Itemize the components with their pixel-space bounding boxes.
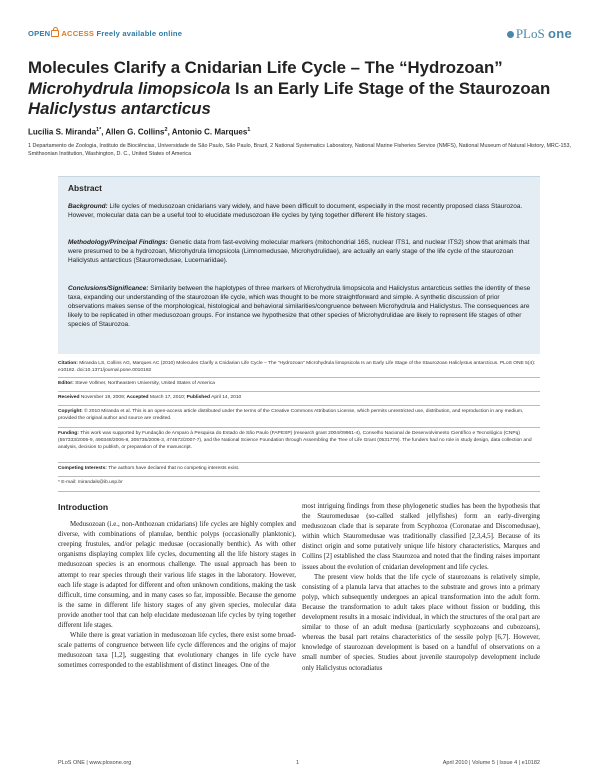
logo-plos-text: PLoS [515, 26, 545, 41]
plos-logo-dot-icon [507, 31, 514, 38]
author-2-affil: 2 [164, 127, 168, 133]
meta-divider [58, 462, 540, 463]
author-1: Lucília S. Miranda [28, 127, 97, 137]
competing-text: The authors have declared that no competing interests exist. [106, 466, 240, 471]
body-column-left [58, 502, 296, 672]
author-sep-1: , [101, 127, 106, 137]
funding [58, 431, 540, 451]
competing-interests [58, 466, 540, 473]
intro-paragraph-1: Medusozoan (i.e., non-Anthozoan cnidarians) life cycles are highly complex and diverse, with combinations of planulae, benthic polyps (occasionally planktonic), creeping frustules, and/or pelagic medusae (occasionally benthic). As with other organisms displaying complex life cycles, documenting all the life history stages in medusozoan species is an enormous challenge. The usual approach has been to attempt to rear species through their various life stages in the laboratory. However, each life stage is adapted for different and often unknown conditions, making the task difficult, time consuming, and in many cases so far, impossible. Because the genome is the same in different life history stages of any given species, molecular data provide another tool that can help elucidate medusozoan life cycles by tying together different life stages. [58, 521, 296, 630]
meta-divider [58, 476, 540, 477]
introduction-heading: Introduction [58, 502, 109, 512]
accepted-text: March 17, 2010; [148, 395, 187, 400]
access-label: ACCESS [61, 29, 95, 38]
intro-paragraph-4: The present view holds that the life cycle of staurozoans is relatively simple, consisting of a planula larva that attaches to the substrate and grows into a primary polyp, which subsequently undergoes an apical transformation into the adult form. Because the transformation to adult takes place without fission or budding, this development results in a mosaic individual, in which the structures of the oral part are similar to those of an adult medusa (particularly scyphozoans and cubozoans), whereas the basal part retains characteristics of the sessile polyp [6,7]. However, knowledge of staurozoan development is based on a handful of observations on a small number of species. Studies about juvenile stauropolyp development include only Haliclystus octoradiatus [302, 573, 540, 672]
funding-text: This work was supported by Fundação de Amparo à Pesquisa do Estado de São Paulo (FAPESP) (research grant 2004/09961-4), Conselho Nacional de Desenvolvimento Científico e Tecnológico (CNPq) (557333/2005-9, 490348/2006-8, 305735/2006-3, 474672/2007-7), and the National Science Foundation through Assembling the Tree of Life Grant (0531779). The funders had no role in study design, data collection and analysis, decision to publish, or preparation of the manuscript. [58, 431, 532, 450]
abstract-heading: Abstract [68, 183, 102, 193]
affiliations: 1 Departamento de Zoologia, Instituto de Biociências, Universidade de São Paulo, São Paulo, Brazil, 2 National Systematics Laboratory, National Marine Fisheries Service (NMFS), National Museum of Natural History, MRC-153, Smithsonian Institution, Washington, D. C., United States of America [28, 143, 572, 157]
funding-label: Funding: [58, 431, 79, 436]
received-text: November 19, 2009; [79, 395, 127, 400]
conclusions-label: Conclusions/Significance: [68, 285, 149, 292]
meta-divider [58, 491, 540, 492]
abstract-background [68, 203, 532, 221]
footer-journal: PLoS ONE | www.plosone.org [58, 760, 132, 766]
author-1-affil: 1* [96, 127, 102, 133]
methods-label: Methodology/Principal Findings: [68, 239, 168, 246]
abstract-box [58, 176, 540, 354]
title-species-1: Microhydrula limopsicola [28, 78, 231, 98]
abstract-methods [68, 239, 532, 266]
copyright [58, 409, 540, 423]
meta-divider [58, 405, 540, 406]
editor-text: Steve Vollmer, Northeastern University, United States of America [73, 381, 216, 386]
received-label: Received [58, 395, 80, 400]
freely-available-label: Freely available online [96, 29, 183, 38]
author-sep-2: , [167, 127, 172, 137]
body-column-right [302, 502, 540, 674]
title-part-1: Molecules Clarify a Cnidarian Life Cycle – The “Hydrozoan” [28, 58, 503, 77]
intro-paragraph-3: most intriguing findings from these phylogenetic studies has been the hypothesis that the Stauromedusae (so-called stalked jellyfishes) form an early-diverging medusozoan clade that is separate from Scyphozoa (Coronatae and Discomedusae), within which Stauromedusae was traditionally classified [2,3,4,5]. Because of its distinct origin and some putatively unique life history characteristics, Marques and Collins [2] established the class Staurozoa and noted that the finding raises important issues about the evolution of cnidarian development and life cycles. [302, 503, 540, 571]
plos-one-logo [507, 26, 572, 42]
footer-page-number: 1 [296, 760, 300, 766]
title-part-2: Is an Early Life Stage of the Staurozoan [230, 78, 551, 98]
accepted-label: Accepted [126, 395, 149, 400]
author-3-affil: 1 [247, 127, 251, 133]
intro-paragraph-2: While there is great variation in medusozoan life cycles, there exist some broad-scale patterns of congruence between life cycle differences and the origins of major medusozoan taxa [1,2], suggesting that evolutionary changes in life cycle have sometimes corresponded to the establishment of distinct lineages. One of the [58, 632, 296, 670]
background-text: Life cycles of medusozoan cnidarians vary widely, and have been difficult to document, especially in the most recently proposed class Staurozoa. However, molecular data can be a useful tool to elucidate medusozoan life cycles by tying together different life history stages. [68, 203, 523, 219]
abstract-conclusions [68, 285, 532, 330]
title-species-2: Haliclystus antarcticus [28, 99, 211, 118]
corresponding-email: * E-mail: mirandals@ib.usp.br [58, 480, 123, 485]
published-text: April 14, 2010 [209, 395, 242, 400]
meta-divider [58, 377, 540, 378]
meta-divider [58, 391, 540, 392]
author-2: Allen G. Collins [105, 127, 165, 137]
copyright-label: Copyright: [58, 409, 83, 414]
page-footer [58, 760, 540, 770]
conclusions-text: Similarity between the haplotypes of three markers of Microhydrula limopsicola and Haliclystus antarcticus settles the identity of these taxa, expanding our understanding of the staurozoan life cycle, which was thought to be more straightforward and simple. A synthetic discussion of prior observations makes sense of the morphological, histological and behavioral similarities/congruence between Microhydrula and Haliclystus. The consequences are likely to be replicated in other medusozoan groups. For instance we hypothesize that other species of Microhydrulidae are likely to represent life stages of other species of Staurozoa. [68, 285, 531, 328]
journal-header [28, 28, 572, 44]
citation-label: Citation: [58, 361, 78, 366]
citation [58, 361, 540, 375]
published-label: Published [186, 395, 210, 400]
copyright-text: © 2010 Miranda et al. This is an open-access article distributed under the terms of the Creative Commons Attribution License, which permits unrestricted use, distribution, and reproduction in any medium, provided the original author and source are credited. [58, 409, 524, 421]
open-label: OPEN [28, 29, 51, 38]
article-title [28, 58, 572, 120]
competing-label: Competing Interests: [58, 466, 107, 471]
editor [58, 381, 540, 388]
methods-text: Genetic data from fast-evolving molecular markers (mitochondrial 16S, nuclear ITS1, and nuclear ITS2) show that animals that were presumed to be a hydrozoan, Microhydrula limopsicola (Limnomedusae, Microhydrulidae), are actually an early stage of the life cycle of the staurozoan Haliclystus antarcticus (Stauromedusae, Lucernariidae). [68, 239, 530, 264]
citation-text: Miranda LS, Collins AG, Marques AC (2010) Molecules Clarify a Cnidarian Life Cycle – The “Hydrozoan” Microhydrula limopsicola Is an Early Life Stage of the Staurozoan Haliclystus antarcticus. PLoS ONE 5(4): e10182. doi:10.1371/journal.pone.0010182 [58, 361, 536, 373]
author-list [28, 127, 250, 137]
meta-divider [58, 427, 540, 428]
background-label: Background: [68, 203, 108, 210]
logo-one-text: one [547, 26, 572, 41]
open-access-banner [28, 29, 182, 38]
footer-issue: April 2010 | Volume 5 | Issue 4 | e10182 [442, 760, 540, 766]
dates [58, 395, 540, 402]
author-3: Antonio C. Marques [171, 127, 248, 137]
open-access-lock-icon [51, 30, 59, 37]
editor-label: Editor: [58, 381, 74, 386]
